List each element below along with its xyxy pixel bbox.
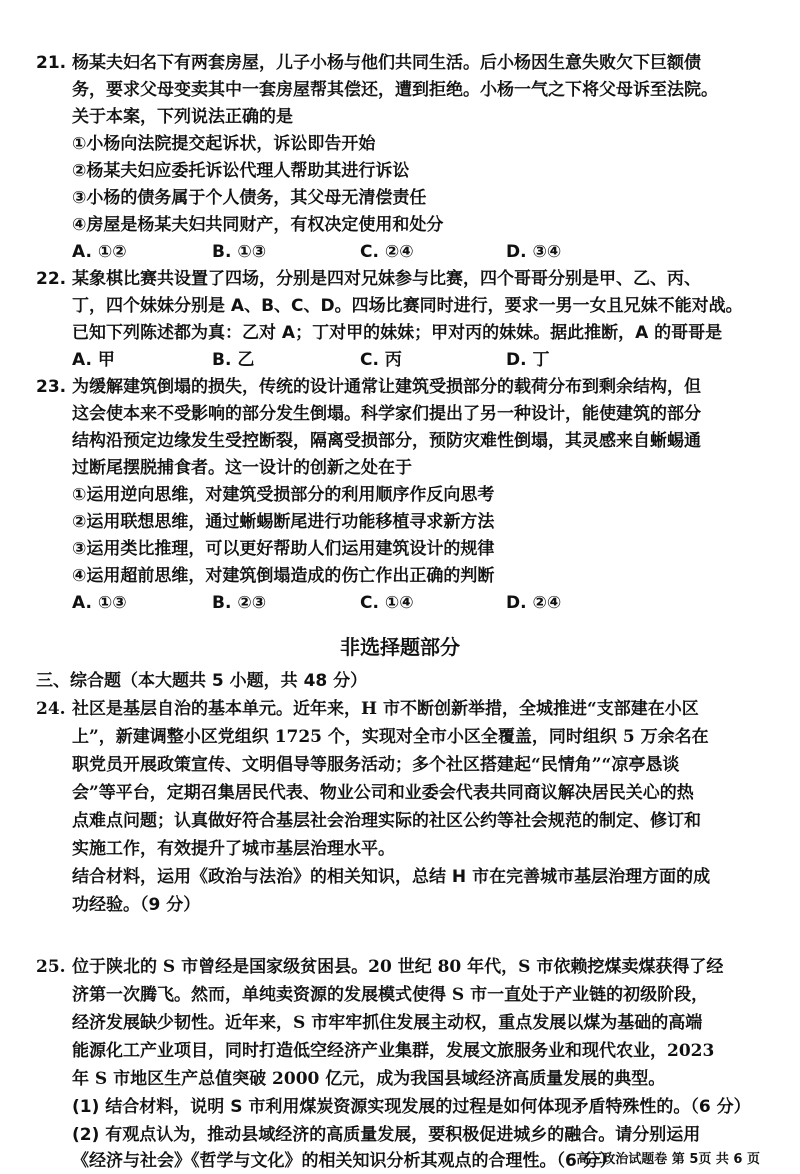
q25-sub-2-line-2: 《经济与社会》《哲学与文化》的相关知识分析其观点的合理性。（6 分） — [72, 1151, 617, 1171]
q21-option-d: D. ③④ — [506, 242, 562, 262]
q21-option-c: C. ②④ — [360, 242, 414, 262]
q21-stem-2: 务，要求父母变卖其中一套房屋帮其偿还，遭到拒绝。小杨一气之下将父母诉至法院。 — [72, 80, 718, 100]
section-heading: 三、综合题（本大题共 5 小题，共 48 分） — [36, 671, 368, 691]
q22-stem-1: 某象棋比赛共设置了四场，分别是四对兄妹参与比赛，四个哥哥分别是甲、乙、丙、 — [72, 269, 701, 289]
q21-option-a: A. ①② — [72, 242, 127, 262]
q23-item-3: ③运用类比推理，可以更好帮助人们运用建筑设计的规律 — [72, 539, 495, 559]
q25-material-3: 经济发展缺少韧性。近年来，S 市牢牢抓住发展主动权，重点发展以煤为基础的高端 — [72, 1013, 703, 1033]
q24-material-3: 职党员开展政策宣传、文明倡导等服务活动；多个社区搭建起“民情角”“凉亭恳谈 — [72, 755, 680, 775]
q22-option-d: D. 丁 — [506, 350, 550, 370]
q23-option-a: A. ①③ — [72, 593, 127, 613]
q25-sub-1: (1) 结合材料，说明 S 市利用煤炭资源实现发展的过程是如何体现矛盾特殊性的。（6 分） — [72, 1097, 751, 1117]
q21-line-1 — [36, 50, 774, 76]
q23-line-1 — [36, 374, 774, 400]
part2-title: 非选择题部分 — [340, 635, 460, 659]
q24-material-4: 会”等平台，定期召集居民代表、物业公司和业委会代表共同商议解决居民关心的热 — [72, 783, 694, 803]
q23-stem-2: 这会使本来不受影响的部分发生倒塌。科学家们提出了另一种设计，能使建筑的部分 — [72, 404, 701, 424]
q23-options — [72, 590, 774, 616]
q21-stem-1: 杨某夫妇名下有两套房屋，儿子小杨与他们共同生活。后小杨因生意失败欠下巨额债 — [72, 53, 701, 73]
q24-number: 24. — [36, 699, 66, 719]
q22-option-b: B. 乙 — [212, 350, 255, 370]
q23-option-d: D. ②④ — [506, 593, 562, 613]
page-footer: 高三政治试题卷 第 5页 共 6 页 — [576, 1152, 760, 1167]
q23-item-4: ④运用超前思维，对建筑倒塌造成的伤亡作出正确的判断 — [72, 566, 495, 586]
q22-options — [72, 347, 774, 373]
q21-item-1: ①小杨向法院提交起诉状，诉讼即告开始 — [72, 134, 376, 154]
q25-sub-2-line-1: (2) 有观点认为，推动县域经济的高质量发展，要积极促进城乡的融合。请分别运用 — [72, 1125, 701, 1145]
q24-material-2: 上”，新建调整小区党组织 1725 个，实现对全市小区全覆盖，同时组织 5 万余名在 — [72, 727, 709, 747]
q21-item-4: ④房屋是杨某夫妇共同财产，有权决定使用和处分 — [72, 215, 444, 235]
q21-number: 21. — [36, 53, 67, 73]
q23-option-b: B. ②③ — [212, 593, 267, 613]
q23-stem-4: 过断尾摆脱捕食者。这一设计的创新之处在于 — [72, 458, 412, 478]
q21-item-2: ②杨某夫妇应委托诉讼代理人帮助其进行诉讼 — [72, 161, 410, 181]
q24-question-1: 结合材料，运用《政治与法治》的相关知识，总结 H 市在完善城市基层治理方面的成 — [72, 867, 711, 887]
q25-material-1: 位于陕北的 S 市曾经是国家级贫困县。20 世纪 80 年代，S 市依赖挖煤卖煤获得了经 — [72, 957, 724, 977]
q21-item-3: ③小杨的债务属于个人债务，其父母无清偿责任 — [72, 188, 427, 208]
q22-stem-2: 丁，四个妹妹分别是 A、B、C、D。四场比赛同时进行，要求一男一女且兄妹不能对战。 — [72, 296, 743, 316]
q21-option-b: B. ①③ — [212, 242, 267, 262]
q22-number: 22. — [36, 269, 67, 289]
q22-option-c: C. 丙 — [360, 350, 402, 370]
q25-material-2: 济第一次腾飞。然而，单纯卖资源的发展模式使得 S 市一直处于产业链的初级阶段， — [72, 985, 709, 1005]
q23-stem-3: 结构沿预定边缘发生受控断裂，隔离受损部分，预防灾难性倒塌，其灵感来自蜥蜴通 — [72, 431, 701, 451]
q25-material-5: 年 S 市地区生产总值突破 2000 亿元，成为我国县域经济高质量发展的典型。 — [72, 1069, 666, 1089]
q24-material-6: 实施工作，有效提升了城市基层治理水平。 — [72, 839, 395, 859]
q24-question-2: 功经验。（9 分） — [72, 895, 201, 915]
q24-material-5: 点难点问题；认真做好符合基层社会治理实际的社区公约等社会规范的制定、修订和 — [72, 811, 701, 831]
q25-line-1 — [36, 954, 774, 980]
q25-number: 25. — [36, 957, 66, 977]
q23-item-1: ①运用逆向思维，对建筑受损部分的利用顺序作反向思考 — [72, 485, 495, 505]
q24-line-1 — [36, 696, 774, 722]
q22-option-a: A. 甲 — [72, 350, 115, 370]
q23-stem-1: 为缓解建筑倒塌的损失，传统的设计通常让建筑受损部分的载荷分布到剩余结构，但 — [72, 377, 701, 397]
q22-line-1 — [36, 266, 774, 292]
q23-item-2: ②运用联想思维，通过蜥蜴断尾进行功能移植寻求新方法 — [72, 512, 495, 532]
q24-material-1: 社区是基层自治的基本单元。近年来，H 市不断创新举措，全城推进“支部建在小区 — [72, 699, 699, 719]
q22-stem-3: 已知下列陈述都为真：乙对 A；丁对甲的妹妹；甲对丙的妹妹。据此推断，A 的哥哥是 — [72, 323, 723, 343]
q23-option-c: C. ①④ — [360, 593, 414, 613]
q25-material-4: 能源化工产业项目，同时打造低空经济产业集群，发展文旅服务业和现代农业，2023 — [72, 1041, 715, 1061]
q23-number: 23. — [36, 377, 67, 397]
q21-stem-3: 关于本案，下列说法正确的是 — [72, 107, 293, 127]
q21-options — [72, 239, 774, 265]
